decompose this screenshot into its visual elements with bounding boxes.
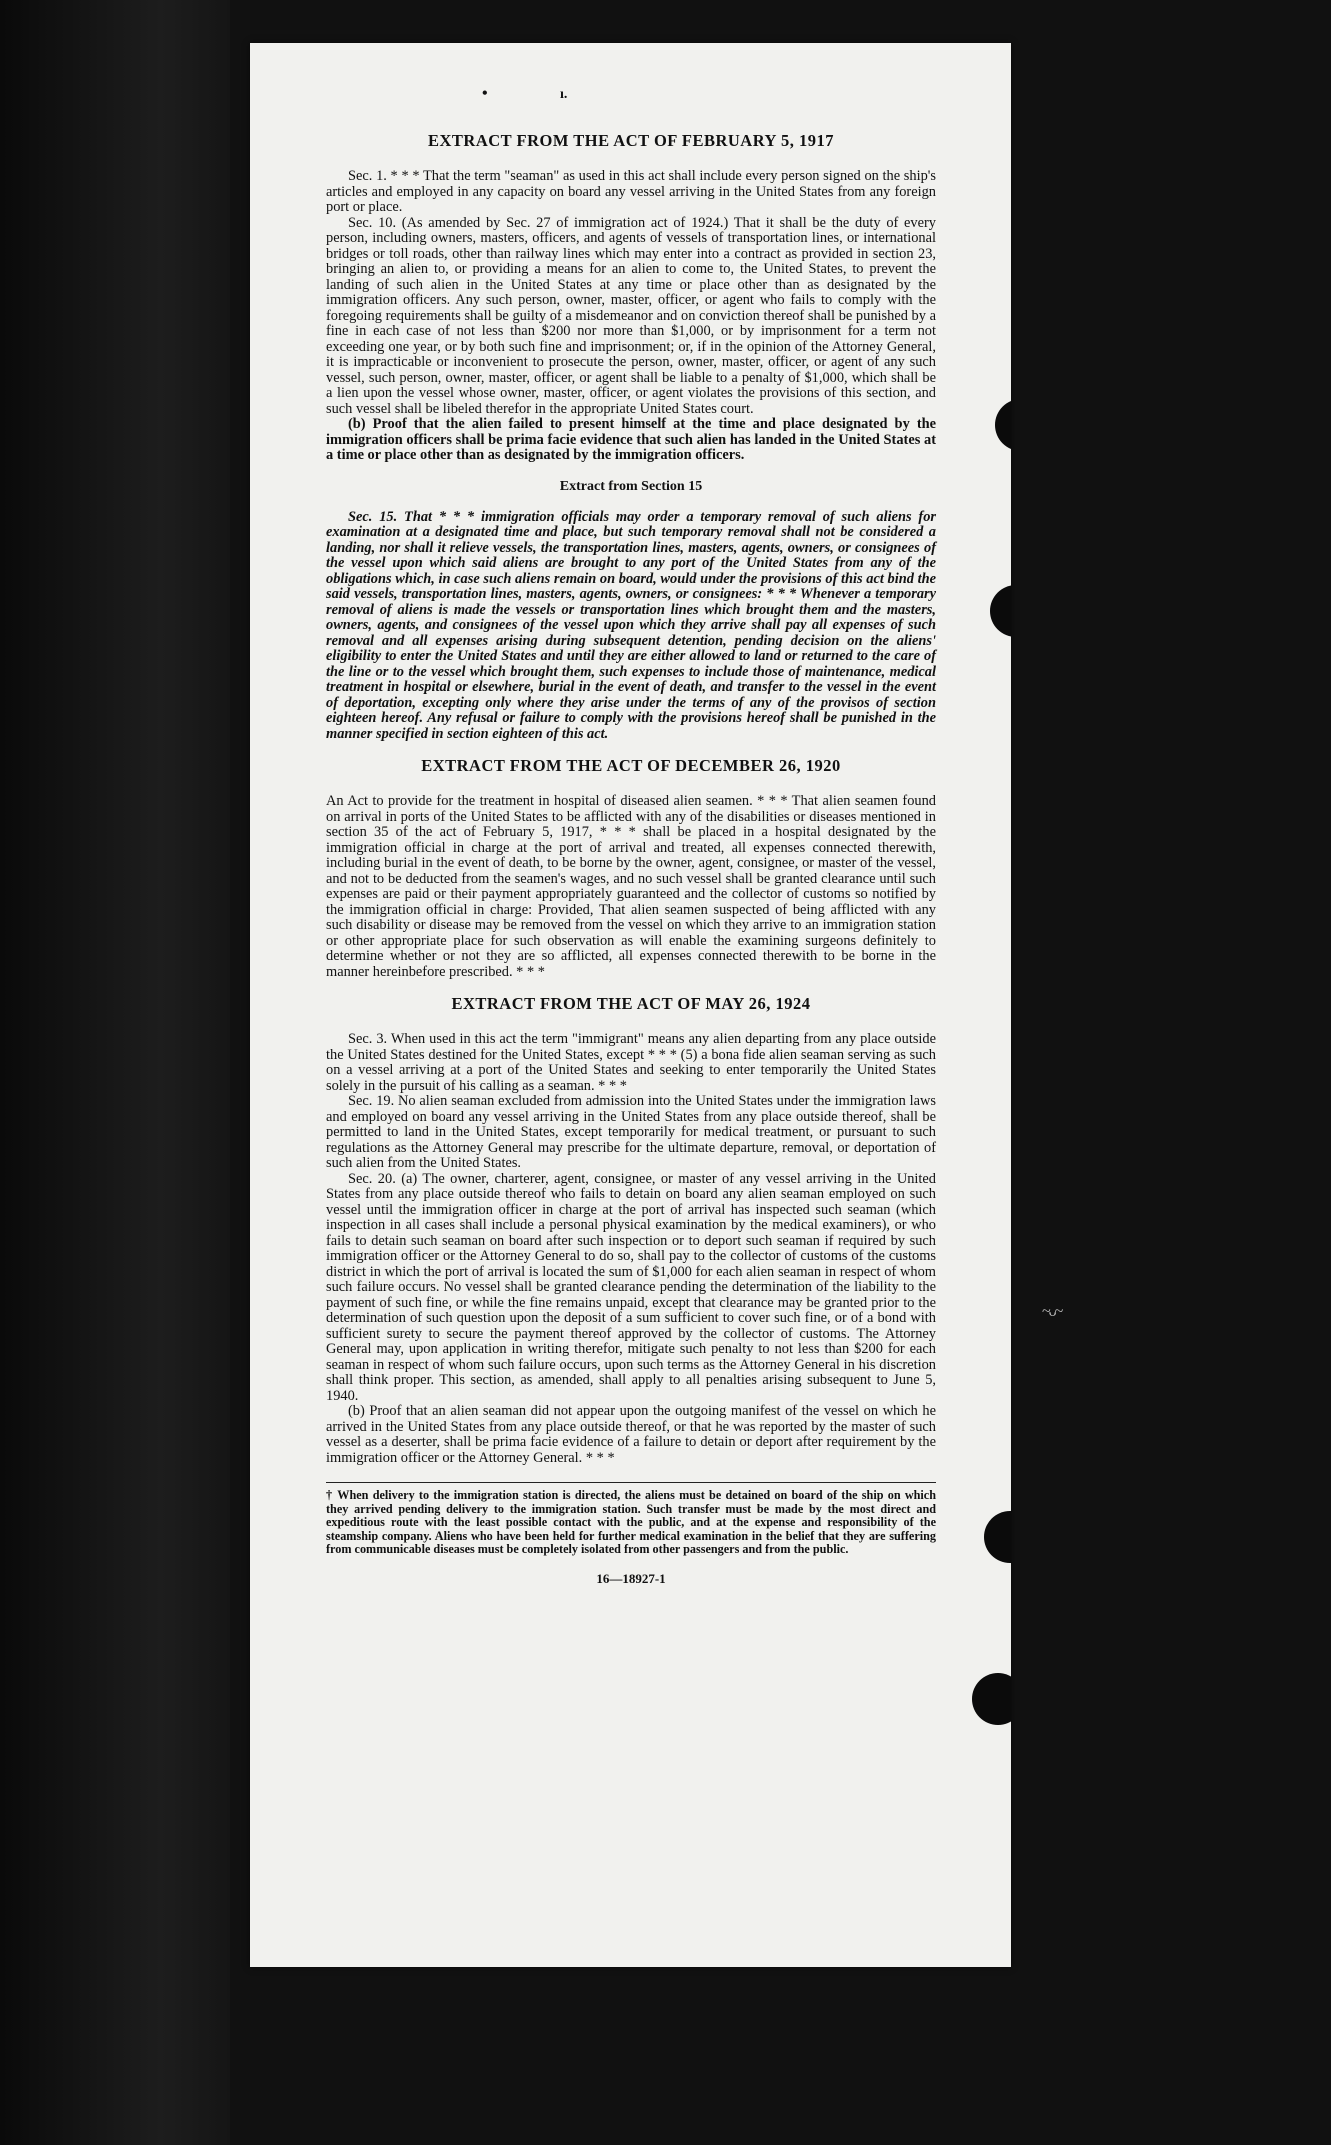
section-heading-1924: EXTRACT FROM THE ACT OF MAY 26, 1924 xyxy=(451,994,811,1013)
paragraph-sec1: Sec. 1. * * * That the term "seaman" as used in this act shall include every person signed on the ship's articles and employed in any capacity on board any vessel arriving in the United States from any foreign port or place. xyxy=(326,168,936,215)
punch-hole xyxy=(972,1673,1011,1725)
paragraph-sec3: Sec. 3. When used in this act the term "immigrant" means any alien departing from any place outside the United States destined for the United States, except * * * (5) a bona fide alien seaman serving as such on a vessel arriving at a port of the United States and seeking to enter temporarily the United States solely in the pursuit of his calling as a seaman. * * * xyxy=(326,1031,936,1094)
section-heading-1920: EXTRACT FROM THE ACT OF DECEMBER 26, 1920 xyxy=(421,756,841,775)
document-page xyxy=(250,43,1011,1967)
top-mark: ı. xyxy=(560,87,568,102)
punch-hole xyxy=(990,585,1011,637)
footnote: † When delivery to the immigration station is directed, the aliens must be detained on board of the ship on which they arrived pending delivery to the immigration station. Such transfer must be made by the most direct and expeditious route with the least possible contact with the public, and at the expense and responsibility of the steamship company. Aliens who have been held for further medical examination in the belief that they are suffering from communicable diseases must be completely isolated from other passengers and from the public. xyxy=(326,1488,936,1556)
punch-hole xyxy=(984,1511,1011,1563)
document-body xyxy=(326,131,936,1587)
paragraph-sec20a: Sec. 20. (a) The owner, charterer, agent, consignee, or master of any vessel arriving in the United States from any place outside thereof who fails to detain on board any alien seaman employed on such vessel until the immigration officer in charge at the port of arrival has inspected such seaman (which inspection in all cases shall include a personal physical examination by the medical examiners), or who fails to detain such seaman on board after such inspection or to deport such seaman if required by such immigration officer or the Attorney General to do so, shall pay to the collector of customs of the customs district in which the port of arrival is located the sum of $1,000 for each alien seaman in respect of whom such failure occurs. No vessel shall be granted clearance pending the determination of the liability to the payment of such fine, or while the fine remains unpaid, except that clearance may be granted prior to the determination of such question upon the deposit of a sum sufficient to cover such fine, or of a bond with sufficient surety to secure the payment thereof approved by the collector of customs. The Attorney General may, upon application in writing therefor, mitigate such penalty to not less than $200 for each seaman in respect of whom such failure occurs, upon such terms as the Attorney General in his discretion shall think proper. This section, as amended, shall apply to all penalties arising subsequent to June 5, 1940. xyxy=(326,1170,936,1404)
paragraph-1920-act: An Act to provide for the treatment in hospital of diseased alien seamen. * * * That alien seamen found on arrival in ports of the United States to be afflicted with any of the disabilities or diseases mentioned in section 35 of the act of February 5, 1917, * * * shall be placed in a hospital designated by the immigration official in charge at the port of arrival and treated, all expenses connected therewith, including burial in the event of death, to be borne by the owner, agent, consignee, or master of the vessel, and not to be deducted from the seamen's wages, and no such vessel shall be granted clearance until such expenses are paid or their payment appropriately guaranteed and the collector of customs so notified by the immigration official in charge: Provided, That alien seamen suspected of being afflicted with any such disability or disease may be removed from the vessel on which they arrive to an immigration station or other appropriate place for such observation as will enable the examining surgeons definitely to determine whether or not they are so afflicted, all expenses connected therewith to be borne in the manner hereinbefore prescribed. * * * xyxy=(326,793,936,980)
footnote-divider xyxy=(326,1482,936,1483)
stray-scan-mark: ~ᴗ~ xyxy=(1042,1303,1062,1320)
paragraph-sec20b: (b) Proof that an alien seaman did not appear upon the outgoing manifest of the vessel on which he arrived in the United States from any place outside thereof, or that he was reported by the master of such vessel as a deserter, shall be prima facie evidence of a failure to detain or deport after requirement by the immigration officer or the Attorney General. * * * xyxy=(326,1403,936,1466)
subheading-section15: Extract from Section 15 xyxy=(559,478,703,494)
section-heading-1917: EXTRACT FROM THE ACT OF FEBRUARY 5, 1917 xyxy=(428,131,834,150)
paragraph-sec10: Sec. 10. (As amended by Sec. 27 of immigration act of 1924.) That it shall be the duty of every person, including owners, masters, officers, and agents of vessels of transportation lines, or international bridges or toll roads, other than railway lines which may enter into a contract as provided in section 23, bringing an alien to, or providing a means for an alien to come to, the United States, to prevent the landing of such alien in the United States at any time or place other than as designated by the immigration officers. Any such person, owner, master, officer, or agent who fails to comply with the foregoing requirements shall be guilty of a misdemeanor and on conviction thereof shall be punished by a fine in each case of not less than $200 nor more than $1,000, or by imprisonment for a term not exceeding one year, or by both such fine and imprisonment; or, if in the opinion of the Attorney General, it is impracticable or inconvenient to prosecute the person, owner, master, officer, or agent of any such vessel, such person, owner, master, officer, or agent shall be liable to a penalty of $1,000, which shall be a lien upon the vessel whose owner, master, officer, or agent violates the provisions of this section, and such vessel shall be libeled therefor in the appropriate United States court. xyxy=(326,214,936,417)
punch-hole xyxy=(995,399,1011,451)
form-number: 16—18927-1 xyxy=(596,1570,666,1586)
paragraph-sec15: Sec. 15. That * * * immigration officials may order a temporary removal of such aliens for examination at a designated time and place, but such temporary removal shall not be considered a landing, nor shall it relieve vessels, the transportation lines, masters, agents, owners, or consignees of the vessel upon which said aliens are brought to any port of the United States from any of the obligations which, in case such aliens remain on board, would under the provisions of this act bind the said vessels, transportation lines, masters, agents, owners, or consignees: * * * Whenever a temporary removal of aliens is made the vessels or transportation lines which brought them and the masters, owners, agents, and consignees of the vessel upon which they arrive shall pay all expenses of such removal and all expenses arising during subsequent detention, pending decision on the aliens' eligibility to enter the United States and until they are either allowed to land or returned to the care of the line or to the vessel which brought them, such expenses to include those of maintenance, medical treatment in hospital or elsewhere, burial in the event of death, and transfer to the vessel in the event of deportation, excepting only where they arise under the terms of any of the provisos of section eighteen hereof. Any refusal or failure to comply with the provisions hereof shall be punished in the manner specified in section eighteen of this act. xyxy=(326,508,936,742)
paragraph-sec19: Sec. 19. No alien seaman excluded from admission into the United States under the immigration laws and employed on board any vessel arriving in the United States from any place outside thereof, shall be permitted to land in the United States, except temporarily for medical treatment, or pursuant to such regulations as the Attorney General may prescribe for the ultimate departure, removal, or deportation of such alien from the United States. xyxy=(326,1093,936,1171)
paragraph-proof-b: (b) Proof that the alien failed to present himself at the time and place designated by the immigration officers shall be prima facie evidence that such alien has landed in the United States at a time or place other than as designated by the immigration officers. xyxy=(326,416,936,463)
top-mark: • xyxy=(482,85,488,102)
scan-dark-border xyxy=(0,0,230,2145)
